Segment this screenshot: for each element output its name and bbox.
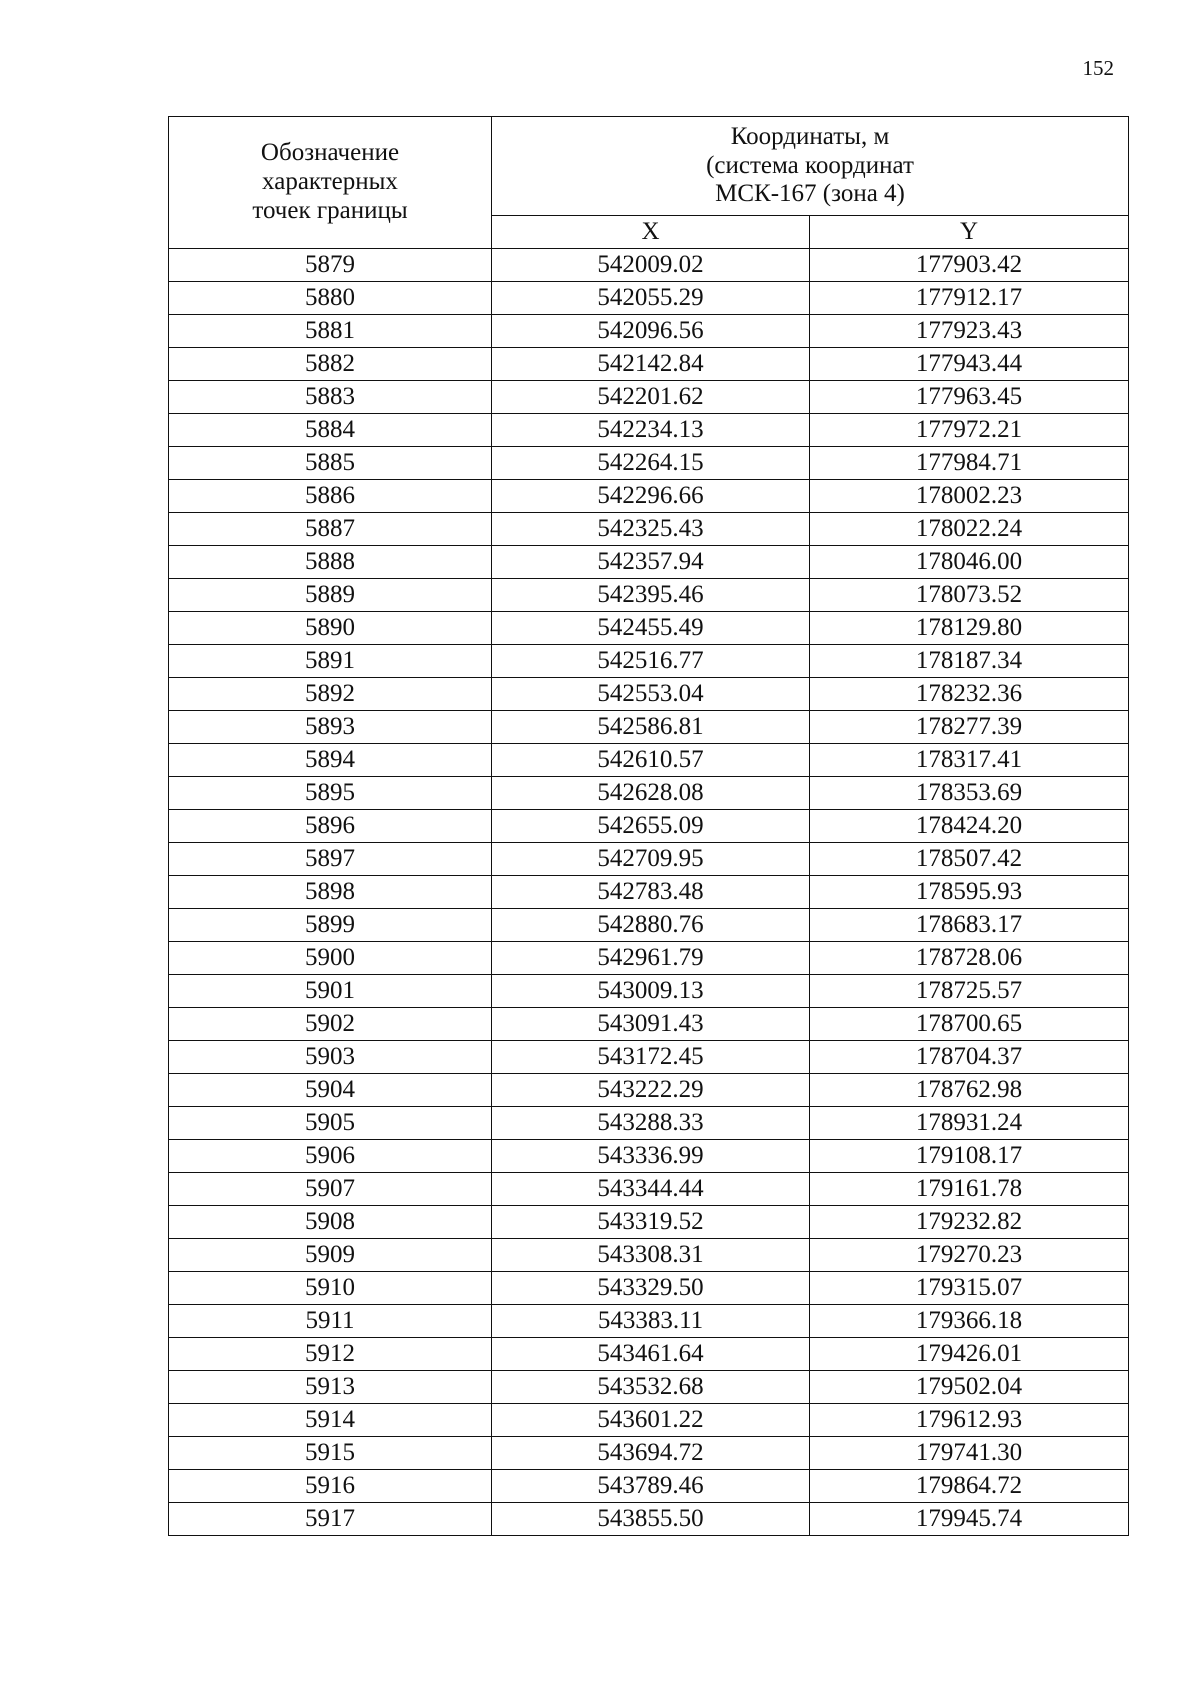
table-row bbox=[169, 348, 1129, 381]
table-row bbox=[169, 1470, 1129, 1503]
y-coordinate-cell: 179315.07 bbox=[810, 1272, 1129, 1305]
x-coordinate-cell: 542553.04 bbox=[492, 678, 810, 711]
point-id-cell: 5907 bbox=[169, 1173, 492, 1206]
x-coordinate-cell: 543789.46 bbox=[492, 1470, 810, 1503]
table-row bbox=[169, 777, 1129, 810]
point-id-cell: 5885 bbox=[169, 447, 492, 480]
x-coordinate-cell: 542610.57 bbox=[492, 744, 810, 777]
point-id-cell: 5894 bbox=[169, 744, 492, 777]
table-row bbox=[169, 909, 1129, 942]
x-coordinate-cell: 543855.50 bbox=[492, 1503, 810, 1536]
x-coordinate-cell: 543288.33 bbox=[492, 1107, 810, 1140]
point-id-cell: 5914 bbox=[169, 1404, 492, 1437]
y-coordinate-cell: 178277.39 bbox=[810, 711, 1129, 744]
point-id-cell: 5882 bbox=[169, 348, 492, 381]
x-coordinate-cell: 543344.44 bbox=[492, 1173, 810, 1206]
table-row bbox=[169, 1041, 1129, 1074]
table-row bbox=[169, 1140, 1129, 1173]
table-row bbox=[169, 1272, 1129, 1305]
y-coordinate-cell: 179945.74 bbox=[810, 1503, 1129, 1536]
table-row bbox=[169, 843, 1129, 876]
y-coordinate-cell: 177912.17 bbox=[810, 282, 1129, 315]
point-id-cell: 5906 bbox=[169, 1140, 492, 1173]
x-coordinate-cell: 543308.31 bbox=[492, 1239, 810, 1272]
y-coordinate-cell: 178002.23 bbox=[810, 480, 1129, 513]
point-id-cell: 5913 bbox=[169, 1371, 492, 1404]
x-coordinate-cell: 543319.52 bbox=[492, 1206, 810, 1239]
point-id-cell: 5910 bbox=[169, 1272, 492, 1305]
table-row bbox=[169, 1503, 1129, 1536]
table-row bbox=[169, 480, 1129, 513]
point-id-cell: 5890 bbox=[169, 612, 492, 645]
y-coordinate-cell: 178700.65 bbox=[810, 1008, 1129, 1041]
y-coordinate-cell: 178931.24 bbox=[810, 1107, 1129, 1140]
y-coordinate-cell: 178046.00 bbox=[810, 546, 1129, 579]
table-row bbox=[169, 810, 1129, 843]
y-coordinate-cell: 179502.04 bbox=[810, 1371, 1129, 1404]
table-row bbox=[169, 1008, 1129, 1041]
y-coordinate-cell: 179864.72 bbox=[810, 1470, 1129, 1503]
point-id-cell: 5888 bbox=[169, 546, 492, 579]
table-body bbox=[169, 249, 1129, 1536]
point-id-cell: 5883 bbox=[169, 381, 492, 414]
x-coordinate-cell: 543329.50 bbox=[492, 1272, 810, 1305]
x-coordinate-cell: 542961.79 bbox=[492, 942, 810, 975]
x-coordinate-cell: 542325.43 bbox=[492, 513, 810, 546]
x-coordinate-cell: 543336.99 bbox=[492, 1140, 810, 1173]
y-coordinate-cell: 179741.30 bbox=[810, 1437, 1129, 1470]
x-coordinate-cell: 542586.81 bbox=[492, 711, 810, 744]
x-coordinate-cell: 543694.72 bbox=[492, 1437, 810, 1470]
point-id-cell: 5886 bbox=[169, 480, 492, 513]
y-coordinate-cell: 178704.37 bbox=[810, 1041, 1129, 1074]
page-number: 152 bbox=[1082, 56, 1114, 80]
table-row bbox=[169, 711, 1129, 744]
point-id-cell: 5879 bbox=[169, 249, 492, 282]
y-coordinate-cell: 179366.18 bbox=[810, 1305, 1129, 1338]
point-id-cell: 5899 bbox=[169, 909, 492, 942]
y-coordinate-cell: 178728.06 bbox=[810, 942, 1129, 975]
point-id-cell: 5895 bbox=[169, 777, 492, 810]
table-row bbox=[169, 249, 1129, 282]
table-row bbox=[169, 282, 1129, 315]
x-coordinate-cell: 543461.64 bbox=[492, 1338, 810, 1371]
point-id-cell: 5896 bbox=[169, 810, 492, 843]
table-row bbox=[169, 612, 1129, 645]
table-row bbox=[169, 1074, 1129, 1107]
y-coordinate-cell: 177943.44 bbox=[810, 348, 1129, 381]
x-coordinate-cell: 542264.15 bbox=[492, 447, 810, 480]
point-id-cell: 5887 bbox=[169, 513, 492, 546]
y-coordinate-cell: 177923.43 bbox=[810, 315, 1129, 348]
x-coordinate-cell: 542296.66 bbox=[492, 480, 810, 513]
point-label-header: Обозначение характерных точек границы bbox=[169, 117, 492, 249]
x-coordinate-cell: 543091.43 bbox=[492, 1008, 810, 1041]
point-id-cell: 5891 bbox=[169, 645, 492, 678]
y-coordinate-cell: 178187.34 bbox=[810, 645, 1129, 678]
table-row bbox=[169, 315, 1129, 348]
table-row bbox=[169, 1404, 1129, 1437]
y-coordinate-cell: 178424.20 bbox=[810, 810, 1129, 843]
y-coordinate-cell: 179108.17 bbox=[810, 1140, 1129, 1173]
y-coordinate-cell: 179426.01 bbox=[810, 1338, 1129, 1371]
x-coordinate-cell: 543532.68 bbox=[492, 1371, 810, 1404]
point-id-cell: 5892 bbox=[169, 678, 492, 711]
x-coordinate-cell: 543009.13 bbox=[492, 975, 810, 1008]
x-coordinate-cell: 542096.56 bbox=[492, 315, 810, 348]
point-id-cell: 5898 bbox=[169, 876, 492, 909]
x-coordinate-cell: 542142.84 bbox=[492, 348, 810, 381]
y-coordinate-cell: 178073.52 bbox=[810, 579, 1129, 612]
y-column-header: Y bbox=[810, 216, 1129, 249]
point-id-cell: 5893 bbox=[169, 711, 492, 744]
point-id-cell: 5881 bbox=[169, 315, 492, 348]
y-coordinate-cell: 179232.82 bbox=[810, 1206, 1129, 1239]
y-coordinate-cell: 178129.80 bbox=[810, 612, 1129, 645]
table-row bbox=[169, 942, 1129, 975]
point-id-cell: 5897 bbox=[169, 843, 492, 876]
point-id-cell: 5904 bbox=[169, 1074, 492, 1107]
table-row bbox=[169, 975, 1129, 1008]
point-id-cell: 5916 bbox=[169, 1470, 492, 1503]
y-coordinate-cell: 179161.78 bbox=[810, 1173, 1129, 1206]
x-coordinate-cell: 542234.13 bbox=[492, 414, 810, 447]
coordinates-header: Координаты, м (система координат МСК-167 (зона 4) bbox=[492, 117, 1129, 216]
x-coordinate-cell: 542516.77 bbox=[492, 645, 810, 678]
table-row bbox=[169, 1338, 1129, 1371]
y-coordinate-cell: 178595.93 bbox=[810, 876, 1129, 909]
y-coordinate-cell: 178725.57 bbox=[810, 975, 1129, 1008]
point-id-cell: 5889 bbox=[169, 579, 492, 612]
x-coordinate-cell: 543222.29 bbox=[492, 1074, 810, 1107]
y-coordinate-cell: 177963.45 bbox=[810, 381, 1129, 414]
y-coordinate-cell: 179612.93 bbox=[810, 1404, 1129, 1437]
y-coordinate-cell: 177903.42 bbox=[810, 249, 1129, 282]
point-id-cell: 5912 bbox=[169, 1338, 492, 1371]
table-row bbox=[169, 513, 1129, 546]
x-coordinate-cell: 542055.29 bbox=[492, 282, 810, 315]
table-row bbox=[169, 1305, 1129, 1338]
x-coordinate-cell: 542880.76 bbox=[492, 909, 810, 942]
table-row bbox=[169, 1437, 1129, 1470]
point-id-cell: 5917 bbox=[169, 1503, 492, 1536]
x-coordinate-cell: 542357.94 bbox=[492, 546, 810, 579]
table-row bbox=[169, 678, 1129, 711]
point-id-cell: 5901 bbox=[169, 975, 492, 1008]
table-row bbox=[169, 447, 1129, 480]
y-coordinate-cell: 178353.69 bbox=[810, 777, 1129, 810]
point-id-cell: 5915 bbox=[169, 1437, 492, 1470]
table-row bbox=[169, 1107, 1129, 1140]
table-row bbox=[169, 1206, 1129, 1239]
x-coordinate-cell: 543383.11 bbox=[492, 1305, 810, 1338]
table-row bbox=[169, 645, 1129, 678]
table-row bbox=[169, 1173, 1129, 1206]
x-coordinate-cell: 542009.02 bbox=[492, 249, 810, 282]
x-coordinate-cell: 543172.45 bbox=[492, 1041, 810, 1074]
point-id-cell: 5911 bbox=[169, 1305, 492, 1338]
x-coordinate-cell: 542201.62 bbox=[492, 381, 810, 414]
table-row bbox=[169, 381, 1129, 414]
x-coordinate-cell: 542709.95 bbox=[492, 843, 810, 876]
x-coordinate-cell: 542783.48 bbox=[492, 876, 810, 909]
y-coordinate-cell: 178762.98 bbox=[810, 1074, 1129, 1107]
y-coordinate-cell: 179270.23 bbox=[810, 1239, 1129, 1272]
x-column-header: X bbox=[492, 216, 810, 249]
table-row bbox=[169, 1239, 1129, 1272]
point-id-cell: 5905 bbox=[169, 1107, 492, 1140]
table-row bbox=[169, 1371, 1129, 1404]
table-row bbox=[169, 744, 1129, 777]
point-id-cell: 5880 bbox=[169, 282, 492, 315]
y-coordinate-cell: 178507.42 bbox=[810, 843, 1129, 876]
x-coordinate-cell: 542455.49 bbox=[492, 612, 810, 645]
y-coordinate-cell: 178232.36 bbox=[810, 678, 1129, 711]
y-coordinate-cell: 178683.17 bbox=[810, 909, 1129, 942]
x-coordinate-cell: 543601.22 bbox=[492, 1404, 810, 1437]
point-id-cell: 5900 bbox=[169, 942, 492, 975]
y-coordinate-cell: 178317.41 bbox=[810, 744, 1129, 777]
point-id-cell: 5902 bbox=[169, 1008, 492, 1041]
x-coordinate-cell: 542395.46 bbox=[492, 579, 810, 612]
y-coordinate-cell: 177984.71 bbox=[810, 447, 1129, 480]
point-id-cell: 5908 bbox=[169, 1206, 492, 1239]
table-row bbox=[169, 546, 1129, 579]
table-row bbox=[169, 414, 1129, 447]
coordinates-table bbox=[168, 116, 1129, 1536]
y-coordinate-cell: 178022.24 bbox=[810, 513, 1129, 546]
point-id-cell: 5909 bbox=[169, 1239, 492, 1272]
point-id-cell: 5903 bbox=[169, 1041, 492, 1074]
x-coordinate-cell: 542655.09 bbox=[492, 810, 810, 843]
table-header bbox=[169, 117, 1129, 249]
table-row bbox=[169, 876, 1129, 909]
table-row bbox=[169, 579, 1129, 612]
y-coordinate-cell: 177972.21 bbox=[810, 414, 1129, 447]
point-id-cell: 5884 bbox=[169, 414, 492, 447]
x-coordinate-cell: 542628.08 bbox=[492, 777, 810, 810]
